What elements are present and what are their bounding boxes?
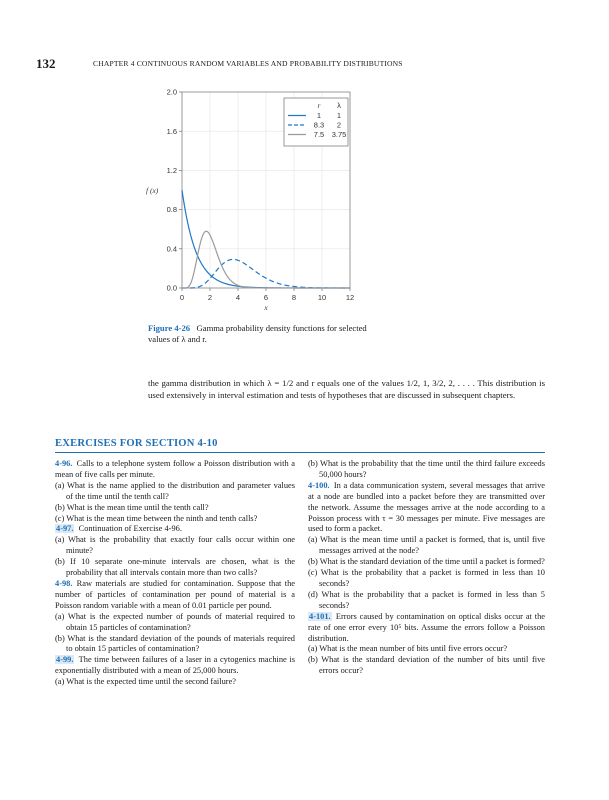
gamma-density-chart — [140, 82, 370, 318]
exercise — [308, 481, 545, 536]
exercise-part: (b) What is the mean time until the tenth call? — [55, 502, 209, 512]
legend-r-value: 8.3 — [313, 120, 325, 130]
exercise-part: (b) What is the standard deviation of the pounds of materials required to obtain 15 particles of contamination? — [55, 633, 295, 654]
y-tick-label: 0.8 — [166, 205, 177, 215]
legend-lambda-value: 3.75 — [331, 130, 347, 139]
legend-r-value: 7.5 — [313, 130, 325, 139]
x-tick-label: 6 — [263, 293, 269, 302]
y-tick-label: 1.2 — [166, 166, 177, 175]
exercise — [55, 459, 295, 481]
section-rule — [55, 452, 545, 453]
exercise-text: Raw materials are studied for contamination. Suppose that the number of particles of contamination per pound of material is a Poisson random variable with a mean of 0.01 particle per pound. — [55, 578, 295, 610]
exercise-text: Continuation of Exercise 4-96. — [78, 524, 182, 534]
y-axis-label: f (x) — [146, 186, 159, 195]
exercise — [308, 612, 545, 645]
legend-lambda-value: 1 — [336, 111, 342, 120]
exercise-text: Calls to a telephone system follow a Poisson distribution with a mean of five calls per minute. — [55, 459, 295, 479]
x-axis-label: x — [264, 303, 268, 312]
chapter-title: CHAPTER 4 CONTINUOUS RANDOM VARIABLES AND PROBABILITY DISTRIBUTIONS — [93, 59, 403, 68]
exercise-number: 4-97. — [56, 524, 74, 534]
exercise — [55, 655, 295, 677]
x-tick-label: 4 — [235, 293, 241, 302]
exercise — [55, 579, 295, 612]
exercise-part: (a) What is the expected number of pounds of material required to obtain 15 particles of contamination? — [55, 611, 295, 632]
x-tick-label: 0 — [179, 293, 185, 302]
exercise-text: Errors caused by contamination on optical disks occur at the rate of one error every 10⁵ bits. Assume the errors follow a Poisson distribution. — [308, 611, 545, 643]
exercises-right-column — [308, 459, 545, 677]
exercise-part: (a) What is the name applied to the distribution and parameter values of the time until the tenth call? — [55, 480, 295, 501]
exercise-number: 4-98. — [55, 578, 73, 588]
x-tick-label: 8 — [291, 293, 297, 302]
exercise — [55, 524, 295, 535]
exercise-part: (d) What is the probability that a packet is formed in less than 5 seconds? — [308, 589, 545, 610]
exercise-part: (a) What is the expected time until the second failure? — [55, 677, 236, 687]
exercise-number: 4-101. — [309, 611, 331, 621]
exercise-part: (b) What is the standard deviation of the time until a packet is formed? — [308, 557, 545, 567]
x-tick-label: 10 — [317, 293, 327, 302]
x-tick-label: 2 — [207, 293, 213, 302]
x-tick-label: 12 — [345, 293, 355, 302]
exercise-part: (c) What is the probability that a packet is formed in less than 10 seconds? — [308, 568, 545, 588]
exercise-text: The time between failures of a laser in a cytogenics machine is exponentially distributed with a mean of 25,000 hours. — [55, 655, 295, 676]
page-header — [36, 57, 589, 71]
exercises-left-column — [55, 459, 295, 688]
exercise-part: (b) What is the probability that the time until the third failure exceeds 50,000 hours? — [308, 459, 545, 479]
exercise-number: 4-100. — [308, 480, 330, 490]
y-tick-label: 2.0 — [166, 87, 177, 97]
page-number: 132 — [36, 56, 56, 71]
legend-header-lambda: λ — [337, 101, 341, 110]
legend-lambda-value: 2 — [336, 120, 342, 130]
y-tick-label: 0.0 — [166, 283, 177, 293]
exercise-number: 4-96. — [55, 459, 73, 468]
body-paragraph: the gamma distribution in which λ = 1/2 and r equals one of the values 1/2, 1, 3/2, 2, . . . . This distribution is used extensively in interval estimation and tests of hypotheses that are discussed in subsequent chapters. — [148, 378, 545, 400]
exercise-part: (b) What is the standard deviation of the number of bits until five errors occur? — [308, 655, 545, 676]
figure-caption-text: Gamma probability density functions for selected values of λ and r. — [148, 323, 367, 345]
exercise-text: In a data communication system, several messages that arrive at a node are bundled into a packet before they are transmitted over the network. Assume the messages arrive at the node according to a Poisson process with τ = 30 messages per minute. Five messages are used to form a packet. — [308, 480, 545, 534]
legend-header-r: r — [317, 101, 321, 110]
exercise-part: (a) What is the probability that exactly four calls occur within one minute? — [55, 535, 295, 556]
legend-r-value: 1 — [316, 111, 322, 120]
y-tick-label: 1.6 — [166, 126, 177, 136]
exercise-part: (b) If 10 separate one-minute intervals are chosen, what is the probability that all intervals contain more than two calls? — [55, 557, 295, 578]
figure-caption — [148, 323, 378, 346]
figure-label: Figure 4-26 — [148, 323, 191, 333]
exercise-part: (a) What is the mean time until a packet is formed, that is, until five messages arrived at the node? — [308, 535, 545, 556]
exercise-part: (a) What is the mean number of bits until five errors occur? — [308, 644, 508, 654]
exercise-number: 4-99. — [56, 655, 74, 665]
exercise-part: (c) What is the mean time between the ninth and tenth calls? — [55, 513, 258, 523]
section-title: EXERCISES FOR SECTION 4-10 — [55, 438, 218, 449]
y-tick-label: 0.4 — [166, 244, 177, 254]
